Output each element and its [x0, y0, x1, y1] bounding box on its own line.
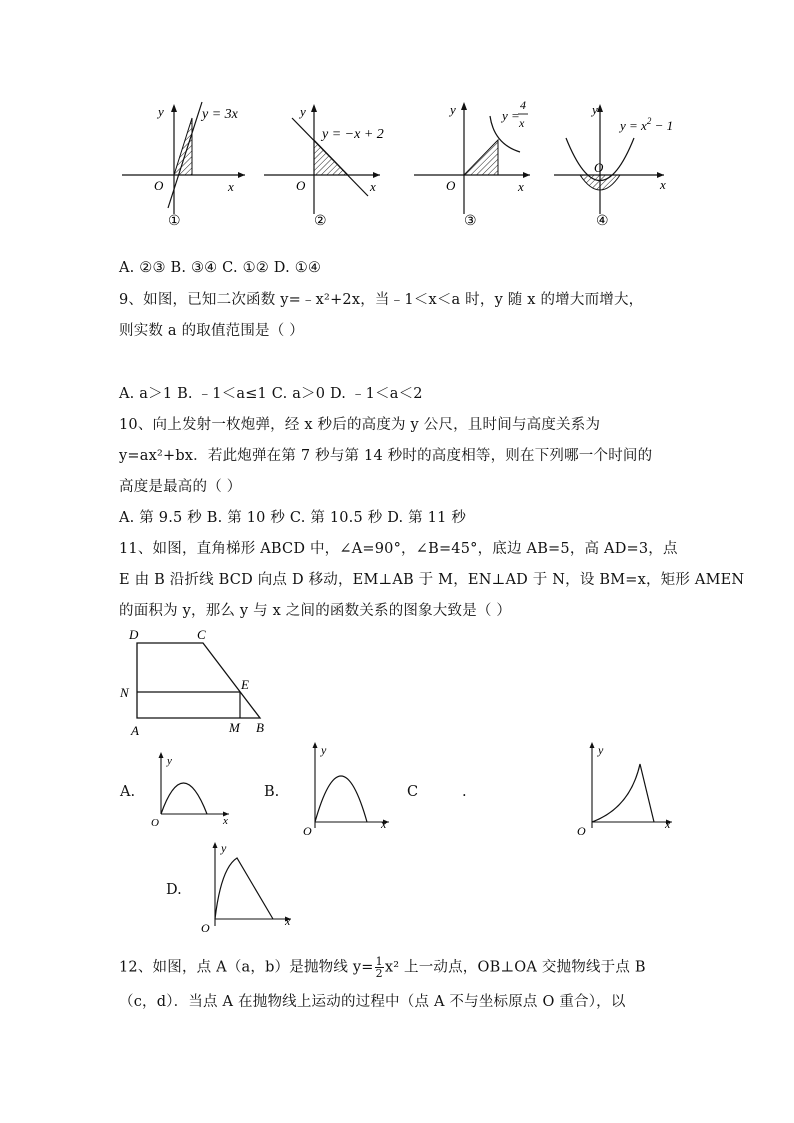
graph-1-circled: ①	[168, 214, 181, 228]
q10-line3: 高度是最高的（ ）	[119, 479, 242, 495]
graph-2-x-label: x	[370, 179, 376, 194]
q10-line2: y=ax²+bx．若此炮弹在第 7 秒与第 14 秒时的高度相等，则在下列哪一个时间的	[119, 448, 653, 464]
q12-frac-num: 1	[375, 955, 383, 968]
graph-1-origin: O	[154, 178, 164, 193]
q9-options: A. a＞1 B. ﹣1＜a≤1 C. a＞0 D. ﹣1＜a＜2	[119, 386, 423, 402]
label-C: C	[197, 627, 206, 642]
graph-3-func-num: 4	[520, 98, 526, 112]
q11-option-A-label: A.	[120, 784, 136, 800]
graph-4-origin: O	[594, 160, 604, 175]
graph-1-y-label: y	[158, 104, 164, 119]
graph-4-circled: ④	[596, 214, 609, 228]
label-M: M	[229, 720, 240, 735]
trapezoid-figure	[115, 625, 275, 740]
graph-3-func-prefix: y =	[502, 108, 520, 123]
graph-3-circled: ③	[464, 214, 477, 228]
q11-line2: E 由 B 沿折线 BCD 向点 D 移动，EM⊥AB 于 M，EN⊥AD 于 N，设 BM=x，矩形 AMEN	[119, 572, 745, 588]
optD-x: x	[285, 914, 291, 928]
q9-line2: 则实数 a 的取值范围是（ ）	[119, 323, 304, 339]
label-N: N	[120, 685, 129, 700]
graph-4-x-label: x	[660, 177, 666, 192]
graph-3-func-den: x	[519, 116, 525, 130]
q12-fraction	[375, 956, 384, 979]
q12-line1-post: x² 上一动点，OB⊥OA 交抛物线于点 B	[384, 959, 646, 976]
q8-options: A. ②③ B. ③④ C. ①② D. ①④	[119, 260, 322, 276]
q10-options: A. 第 9.5 秒 B. 第 10 秒 C. 第 10.5 秒 D. 第 11 秒	[119, 510, 467, 526]
graph-2-origin: O	[296, 178, 306, 193]
graph-4-y-label: y	[592, 102, 598, 117]
q11-line3: 的面积为 y，那么 y 与 x 之间的函数关系的图象大致是（ ）	[119, 603, 512, 619]
optB-o: O	[303, 824, 312, 838]
optA-x: x	[223, 815, 228, 827]
graph-4-func-label: $y = x^2 - 1$	[620, 116, 674, 133]
graph-1-func-label: y = 3x	[202, 107, 238, 122]
q12-frac-den: 2	[375, 967, 383, 980]
optB-x: x	[381, 817, 387, 831]
optC-y: y	[598, 743, 604, 757]
graph-2-func-label: y = −x + 2	[322, 127, 384, 142]
optC-x: x	[665, 817, 671, 831]
optA-o: O	[151, 817, 159, 828]
graph-1	[120, 98, 260, 228]
label-B: B	[256, 720, 264, 735]
q12-line2: （c，d）．当点 A 在抛物线上运动的过程中（点 A 不与坐标原点 O 重合），以	[119, 994, 626, 1010]
q11-option-C-graph	[572, 738, 677, 838]
graph-3-x-label: x	[518, 179, 524, 194]
q10-line1: 10、向上发射一枚炮弹，经 x 秒后的高度为 y 公尺，且时间与高度关系为	[119, 417, 601, 433]
q11-line1: 11、如图，直角梯形 ABCD 中，∠A=90°，∠B=45°，底边 AB=5，高 AD=3，点	[119, 541, 678, 557]
graph-3-origin: O	[446, 178, 456, 193]
q12-line1-pre: 12、如图，点 A（a，b）是抛物线 y=	[119, 959, 374, 976]
optB-y: y	[321, 743, 327, 757]
q12-line1	[119, 956, 646, 979]
q11-option-B-label: B.	[264, 784, 280, 800]
optD-o: O	[201, 921, 210, 935]
graph-3-y-label: y	[450, 102, 456, 117]
q11-option-D-label: D.	[166, 882, 182, 898]
q11-option-C-label: C	[407, 784, 419, 800]
optA-y: y	[167, 755, 172, 767]
graph-2-circled: ②	[314, 214, 327, 228]
label-E: E	[241, 677, 249, 692]
q11-option-B-graph	[295, 738, 395, 838]
label-A: A	[131, 723, 139, 738]
q11-option-C-dot: .	[462, 784, 467, 800]
graph-2-y-label: y	[300, 104, 306, 119]
q11-option-D-graph	[195, 838, 295, 938]
graph-1-x-label: x	[228, 179, 234, 194]
graph-3	[412, 92, 542, 228]
optC-o: O	[577, 824, 586, 838]
q9-line1: 9、如图，已知二次函数 y=﹣x²+2x，当﹣1＜x＜a 时，y 随 x 的增大而增大，	[119, 292, 644, 308]
optD-y: y	[221, 841, 227, 855]
graph-4	[552, 98, 687, 228]
q11-option-A-graph	[145, 748, 235, 828]
graph-2	[262, 98, 392, 228]
label-D: D	[129, 627, 139, 642]
